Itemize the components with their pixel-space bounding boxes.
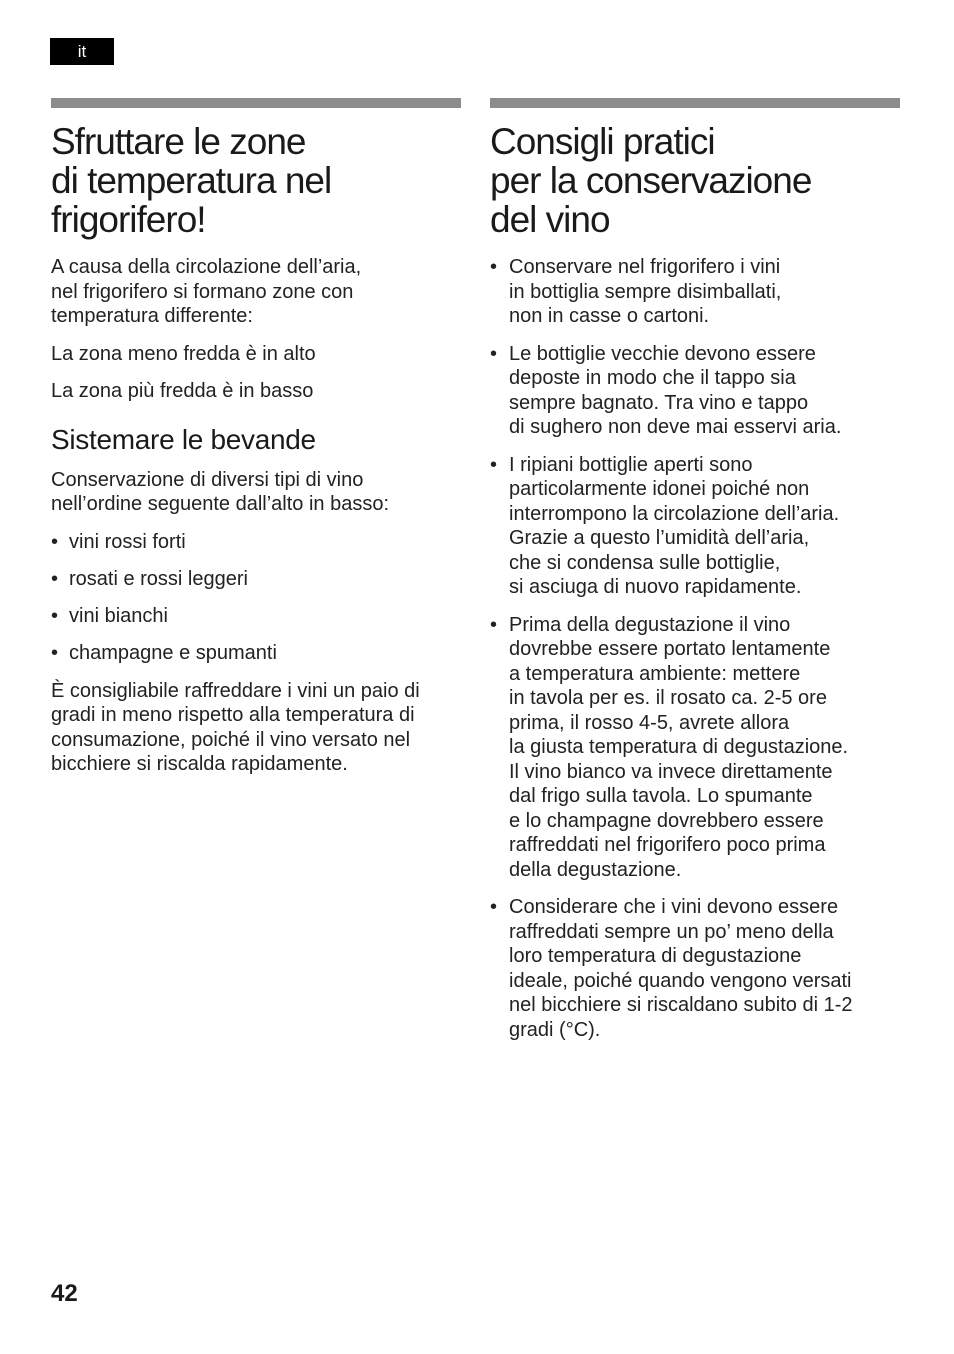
zone-bottom-text: La zona più fredda è in basso bbox=[51, 380, 314, 402]
list-item bbox=[51, 604, 461, 629]
section-title-wine-tips: Consigli pratici per la conservazione del vino bbox=[490, 121, 812, 240]
order-intro-paragraph: Conservazione di diversi tipi di vino nell’ordine seguente dall’alto in basso: bbox=[51, 468, 390, 515]
tip-text: I ripiani bottiglie aperti sono particolarmente idonei poiché non interrompono la circolazione dell’aria. Grazie a questo l’umidità dell’aria, che si condensa sulle bottiglie, si asciuga di nuovo rapidamente. bbox=[509, 453, 840, 598]
section-divider bbox=[490, 98, 900, 108]
tip-text: Considerare che i vini devono essere raffreddati sempre un po’ meno della loro temperatura di degustazione ideale, poiché quando vengono versati nel bicchiere si riscaldano subito di 1-2 gradi (°C). bbox=[509, 896, 853, 1041]
zone-top-text: La zona meno fredda è in alto bbox=[51, 342, 316, 365]
intro-paragraph: A causa della circolazione dell’aria, nel frigorifero si formano zone con temperatura differente: bbox=[51, 256, 362, 327]
left-column bbox=[51, 98, 461, 790]
bullet-icon: • bbox=[490, 256, 498, 278]
list-item bbox=[490, 342, 900, 440]
list-item-text: champagne e spumanti bbox=[69, 642, 277, 665]
list-item bbox=[51, 567, 461, 592]
section-title-temperature-zones: Sfruttare le zone di temperatura nel frigorifero! bbox=[51, 121, 332, 240]
list-item-text: vini bianchi bbox=[69, 605, 168, 628]
subheading-arrange-drinks: Sistemare le bevande bbox=[51, 423, 316, 455]
tip-text: Le bottiglie vecchie devono essere deposte in modo che il tappo sia sempre bagnato. Tra vino e tappo di sughero non deve mai esservi aria. bbox=[509, 342, 842, 438]
wine-tips-list bbox=[490, 255, 900, 1042]
list-item bbox=[51, 641, 461, 666]
bullet-icon: • bbox=[490, 453, 498, 476]
advice-paragraph: È consigliabile raffreddare i vini un paio di gradi in meno rispetto alla temperatura di consumazione, poiché il vino versato nel bicchiere si riscalda rapidamente. bbox=[51, 679, 420, 776]
list-item bbox=[490, 255, 900, 329]
tip-text: Conservare nel frigorifero i vini in bottiglia sempre disimballati, non in casse o cartoni. bbox=[509, 256, 782, 327]
wine-order-list bbox=[51, 530, 461, 666]
section-divider bbox=[51, 98, 461, 108]
bullet-icon: • bbox=[490, 896, 498, 918]
list-item-text: rosati e rossi leggeri bbox=[69, 567, 248, 590]
list-item-text: vini rossi forti bbox=[69, 530, 186, 553]
bullet-icon: • bbox=[51, 567, 59, 590]
bullet-icon: • bbox=[51, 605, 59, 628]
list-item bbox=[490, 895, 900, 1042]
tip-text: Prima della degustazione il vino dovrebbe essere portato lentamente a temperatura ambiente: mettere in tavola per es. il rosato ca. 2-5 ore prima, il rosso 4-5, avrete allora la giusta temperatura di degustazione. Il vino bianco va invece direttamente dal frigo sulla tavola. Lo spumante e lo champagne dovrebbero essere raffreddati nel frigorifero poco prima della degustazione. bbox=[509, 613, 849, 881]
bullet-icon: • bbox=[490, 613, 498, 636]
list-item bbox=[51, 530, 461, 555]
bullet-icon: • bbox=[51, 530, 59, 553]
bullet-icon: • bbox=[490, 342, 498, 365]
language-tag: it bbox=[50, 38, 114, 65]
bullet-icon: • bbox=[51, 642, 59, 665]
right-column bbox=[490, 98, 900, 1055]
list-item bbox=[490, 453, 900, 600]
page-number: 42 bbox=[51, 1280, 78, 1307]
list-item bbox=[490, 613, 900, 883]
